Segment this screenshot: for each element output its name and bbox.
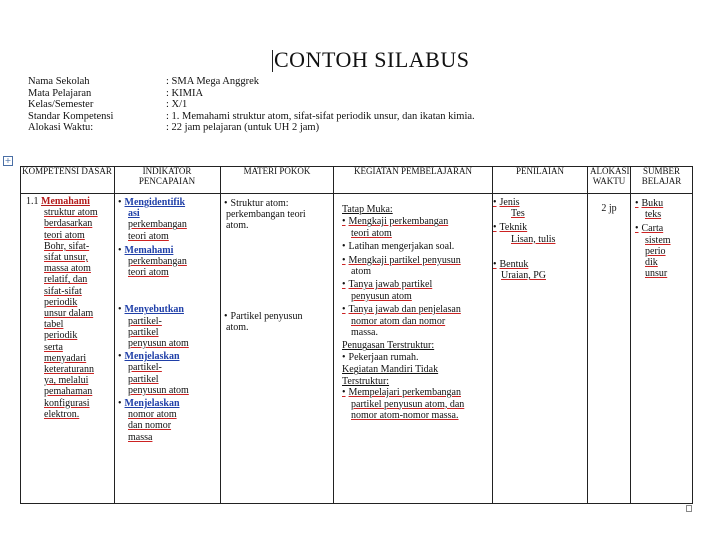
kd-line: pemahaman — [44, 386, 93, 398]
sumber-line: perio — [645, 245, 666, 257]
sumber-cell — [635, 198, 691, 279]
page-title: CONTOH SILABUS — [274, 47, 470, 72]
meta-value: : 22 jam pelajaran (untuk UH 2 jam) — [166, 122, 320, 134]
sumber-line: sistem — [645, 234, 671, 246]
penilaian-cell — [493, 197, 585, 281]
materi-line: • Struktur atom: — [224, 198, 332, 209]
mandiri-label: Kegiatan Mandiri Tidak — [342, 364, 439, 376]
kd-verb: Memahami — [41, 196, 90, 207]
penilaian-item — [493, 259, 585, 281]
kegiatan-line: • Mengkaji perkembangan — [342, 216, 490, 227]
kegiatan-item — [342, 255, 490, 278]
kegiatan-line: teori atom — [351, 227, 392, 239]
meta-label: Standar Kompetensi — [28, 110, 114, 122]
header-indikator: INDIKATOR PENCAPAIAN — [138, 166, 196, 186]
penilaian-line: • Jenis — [493, 197, 585, 208]
indikator-verb: Menyebutkan — [124, 304, 184, 316]
kd-line: ya, melalui — [44, 375, 89, 387]
kegiatan-line: • Tanya jawab dan penjelasan — [342, 304, 490, 315]
meta-label: Nama Sekolah — [28, 76, 90, 87]
indikator-item — [118, 197, 218, 242]
kegiatan-line: penyusun atom — [351, 290, 412, 302]
header-kompetensi-dasar: KOMPETENSI DASAR — [22, 166, 112, 176]
header-sumber-belajar: SUMBER BELAJAR — [641, 166, 682, 186]
kd-line: sifat-sifat — [44, 285, 82, 297]
syllabus-table — [20, 166, 693, 504]
indikator-cell — [118, 197, 218, 449]
meta-value: : X/1 — [166, 99, 188, 111]
kegiatan-item — [342, 304, 490, 338]
penilaian-line: • Teknik — [493, 222, 585, 233]
header-kegiatan: KEGIATAN PEMBELAJARAN — [353, 166, 473, 176]
kd-number: 1.1 — [26, 196, 39, 207]
kegiatan-line: • Latihan mengerjakan soal. — [342, 241, 490, 252]
meta-label: Kelas/Semester — [28, 99, 94, 111]
materi-line: perkembangan teori — [226, 209, 306, 221]
materi-item — [224, 311, 332, 333]
kegiatan-item — [342, 387, 490, 421]
sumber-line: unsur — [645, 268, 668, 280]
kd-line: massa atom — [44, 263, 91, 275]
meta-label: Mata Pelajaran — [28, 87, 92, 99]
kd-line: elektron. — [44, 408, 80, 420]
sumber-line: dik — [645, 257, 658, 269]
kd-line: periodik — [44, 330, 78, 342]
alokasi-value: 2 jp — [601, 203, 617, 214]
kegiatan-line: • Tanya jawab partikel — [342, 279, 490, 290]
kd-line: periodik — [44, 296, 78, 308]
kd-line: konfigurasi — [44, 397, 90, 409]
meta-value: : 1. Memahami struktur atom, sifat-sifat periodik unsur, dan ikatan kimia. — [166, 110, 475, 122]
indikator-item — [118, 304, 218, 349]
indikator-line: partikel — [128, 326, 159, 338]
indikator-line: dan nomor — [128, 420, 172, 432]
kd-line: serta — [44, 341, 63, 353]
sumber-line: • Carta — [635, 223, 691, 234]
indikator-verb: Mengidentifik — [124, 197, 186, 208]
meta-value: : SMA Mega Anggrek — [166, 76, 260, 87]
kd-line: tabel — [44, 319, 64, 331]
materi-line: • Partikel penyusun — [224, 311, 332, 322]
kegiatan-line: nomor atom dan nomor — [351, 315, 446, 327]
sumber-item — [635, 223, 691, 279]
indikator-verb-cont: asi — [128, 208, 140, 220]
kegiatan-line: atom — [351, 266, 371, 278]
sumber-item — [635, 198, 691, 220]
kegiatan-line: • Mengkaji partikel penyusun — [342, 255, 490, 266]
table-move-handle-icon[interactable]: + — [4, 156, 12, 165]
kegiatan-item — [342, 216, 490, 239]
col-line — [20, 166, 21, 504]
kd-line: berdasarkan — [44, 218, 93, 230]
indikator-line: partikel — [128, 373, 159, 385]
materi-line: atom. — [226, 321, 249, 333]
kd-line: keteraturann — [44, 364, 94, 376]
indikator-line: penyusun atom — [128, 338, 189, 350]
kegiatan-item — [342, 352, 490, 363]
col-line — [630, 166, 631, 504]
kd-line: struktur atom — [44, 207, 98, 219]
tatap-muka-label: Tatap Muka: — [342, 204, 393, 215]
meta-row — [28, 111, 475, 123]
header-alokasi-waktu: ALOKASI WAKTU — [590, 166, 630, 186]
text-cursor — [272, 50, 273, 72]
kegiatan-item — [342, 279, 490, 302]
indikator-line: massa — [128, 431, 153, 443]
indikator-line: nomor atom — [128, 409, 177, 421]
indikator-verb: Menjelaskan — [124, 398, 180, 410]
kd-line: menyadari — [44, 352, 87, 364]
penilaian-line: Tes — [511, 208, 525, 220]
indikator-line: teori atom — [128, 267, 169, 279]
meta-row — [28, 76, 475, 88]
materi-cell — [224, 198, 332, 333]
header-materi-pokok: MATERI POKOK — [243, 166, 311, 176]
mandiri-label: Terstruktur: — [342, 375, 390, 387]
meta-row — [28, 99, 475, 111]
col-line — [114, 166, 115, 504]
indikator-item — [118, 245, 218, 279]
kegiatan-line: • Pekerjaan rumah. — [342, 352, 490, 363]
indikator-line: teori atom — [128, 230, 169, 242]
kd-line: unsur dalam — [44, 308, 94, 320]
col-line — [587, 166, 588, 504]
indikator-verb: Menjelaskan — [124, 351, 180, 363]
meta-value: : KIMIA — [166, 87, 204, 99]
paragraph-mark-icon — [686, 505, 692, 512]
penilaian-item — [493, 222, 585, 244]
penilaian-item — [493, 197, 585, 219]
identity-block — [28, 76, 475, 134]
indikator-item — [118, 351, 218, 396]
kegiatan-line: nomor atom-nomor massa. — [351, 409, 459, 421]
col-line — [692, 166, 693, 504]
table-border-bottom — [20, 503, 693, 504]
indikator-line: perkembangan — [128, 256, 187, 268]
penilaian-line: Uraian, PG — [501, 270, 546, 282]
kegiatan-cell — [342, 204, 490, 421]
indikator-verb: Memahami — [124, 244, 174, 256]
kegiatan-line: partikel penyusun atom, dan — [351, 398, 465, 410]
kd-line: relatif, dan — [44, 274, 88, 286]
kegiatan-item — [342, 241, 490, 252]
materi-item — [224, 198, 332, 232]
kegiatan-line: massa. — [351, 327, 378, 339]
indikator-line: partikel- — [128, 315, 162, 327]
sumber-line: • Buku — [635, 198, 691, 209]
penilaian-line: • Bentuk — [493, 259, 585, 270]
col-line — [333, 166, 334, 504]
materi-line: atom. — [226, 220, 249, 232]
header-penilaian: PENILAIAN — [516, 166, 564, 176]
kd-cell — [26, 196, 112, 420]
indikator-line: penyusun atom — [128, 384, 189, 396]
penugasan-label: Penugasan Terstruktur: — [342, 340, 435, 352]
kd-text — [26, 207, 112, 420]
kegiatan-line: • Mempelajari perkembangan — [342, 387, 490, 398]
meta-label: Alokasi Waktu: — [28, 122, 94, 134]
kd-line: Bohr, sifat- — [44, 240, 90, 252]
col-line — [220, 166, 221, 504]
indikator-line: partikel- — [128, 362, 162, 374]
indikator-line: perkembangan — [128, 219, 187, 231]
meta-row — [28, 122, 475, 134]
meta-row — [28, 88, 475, 100]
header-divider — [20, 193, 693, 194]
indikator-item — [118, 398, 218, 443]
kd-line: teori atom — [44, 229, 85, 241]
sumber-line: teks — [645, 209, 662, 221]
penilaian-line: Lisan, tulis — [511, 233, 556, 245]
kd-line: sifat unsur, — [44, 252, 89, 264]
